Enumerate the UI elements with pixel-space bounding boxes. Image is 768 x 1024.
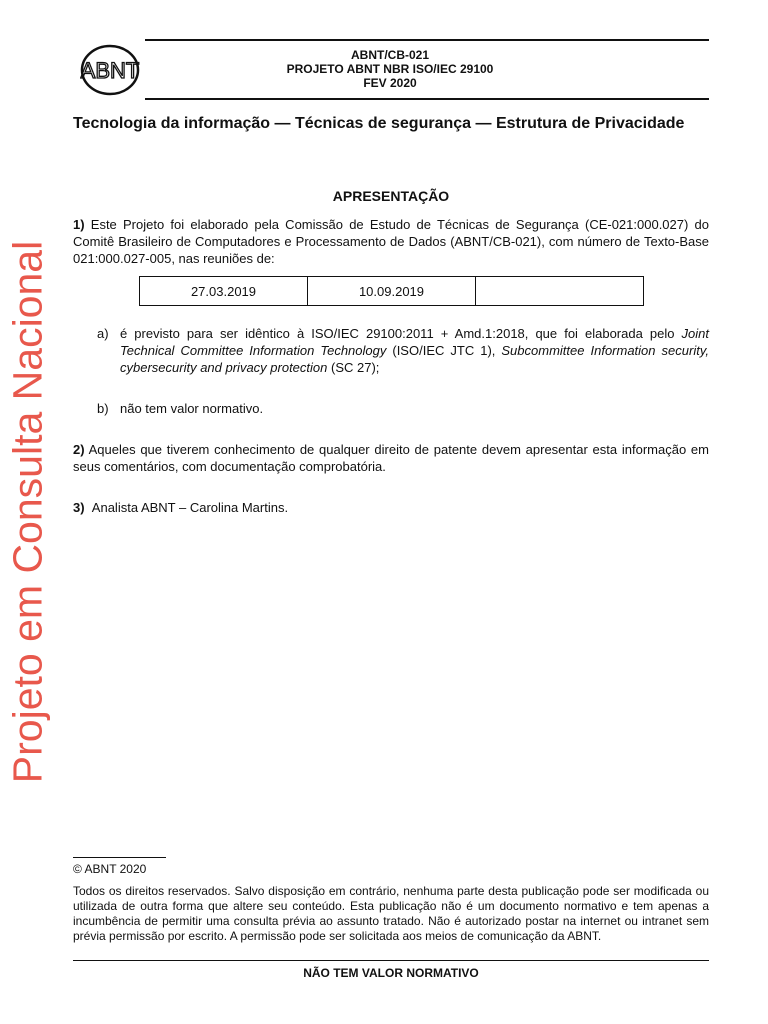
header-bottom-rule [145, 98, 709, 100]
document-header [145, 48, 635, 90]
list-item-b [97, 400, 709, 417]
meetings-table [139, 276, 644, 306]
paragraph-1-number: 1) [73, 217, 85, 232]
meeting-date-1: 27.03.2019 [140, 277, 308, 306]
abnt-logo-text: ABNT [80, 58, 140, 83]
watermark-text: Projeto em Consulta Nacional [4, 240, 51, 784]
project-number: PROJETO ABNT NBR ISO/IEC 29100 [286, 62, 494, 76]
paragraph-2-text: Aqueles que tiverem conhecimento de qualquer direito de patente devem apresentar esta informação em seus comentários, com documentação comprobatória. [73, 442, 709, 474]
section-heading: APRESENTAÇÃO [332, 188, 450, 204]
meeting-date-2: 10.09.2019 [308, 277, 476, 306]
footer-rule [73, 960, 709, 961]
list-item-text: é previsto para ser idêntico à ISO/IEC 29100:2011 + Amd.1:2018, que foi elaborada pelo Joint Technical Committee Information Technology (ISO/IEC JTC 1), Subcommittee Information security, cybersecurity and privacy protection (SC 27); [120, 326, 709, 375]
table-row [140, 277, 644, 306]
copyright: © ABNT 2020 [73, 862, 147, 876]
list-item-label: b) [97, 401, 109, 416]
list-item-text: não tem valor normativo. [120, 401, 264, 416]
meeting-date-3 [476, 277, 644, 306]
paragraph-3 [73, 499, 709, 516]
normative-notice: NÃO TEM VALOR NORMATIVO [303, 966, 479, 980]
footnote-rule [73, 857, 166, 858]
header-date: FEV 2020 [363, 76, 417, 90]
paragraph-1-text: Este Projeto foi elaborado pela Comissão de Estudo de Técnicas de Segurança (CE-021:000.027) do Comitê Brasileiro de Computadores e Processamento de Dados (ABNT/CB-021), com número de Texto-Base 021:000.027-005, nas reuniões de: [73, 217, 709, 266]
abnt-logo [80, 44, 140, 96]
document-title: Tecnologia da informação — Técnicas de segurança — Estrutura de Privacidade [73, 115, 685, 132]
header-top-rule [145, 39, 709, 41]
paragraph-2-number: 2) [73, 442, 85, 457]
paragraph-2 [73, 441, 709, 475]
list-item-a [97, 325, 709, 376]
list-item-label: a) [97, 326, 109, 341]
committee-code: ABNT/CB-021 [350, 48, 429, 62]
paragraph-1 [73, 216, 709, 267]
paragraph-3-number: 3) [73, 500, 85, 515]
rights-notice: Todos os direitos reservados. Salvo disposição em contrário, nenhuma parte desta publicação pode ser modificada ou utilizada de outra forma que altere seu conteúdo. Esta publicação não é um documento normativo e tem apenas a incumbência de permitir uma consulta prévia ao assunto tratado. Não é autorizado postar na internet ou intranet sem prévia permissão por escrito. A permissão pode ser solicitada aos meios de comunicação da ABNT. [73, 884, 709, 943]
paragraph-3-text: Analista ABNT – Carolina Martins. [91, 500, 289, 515]
